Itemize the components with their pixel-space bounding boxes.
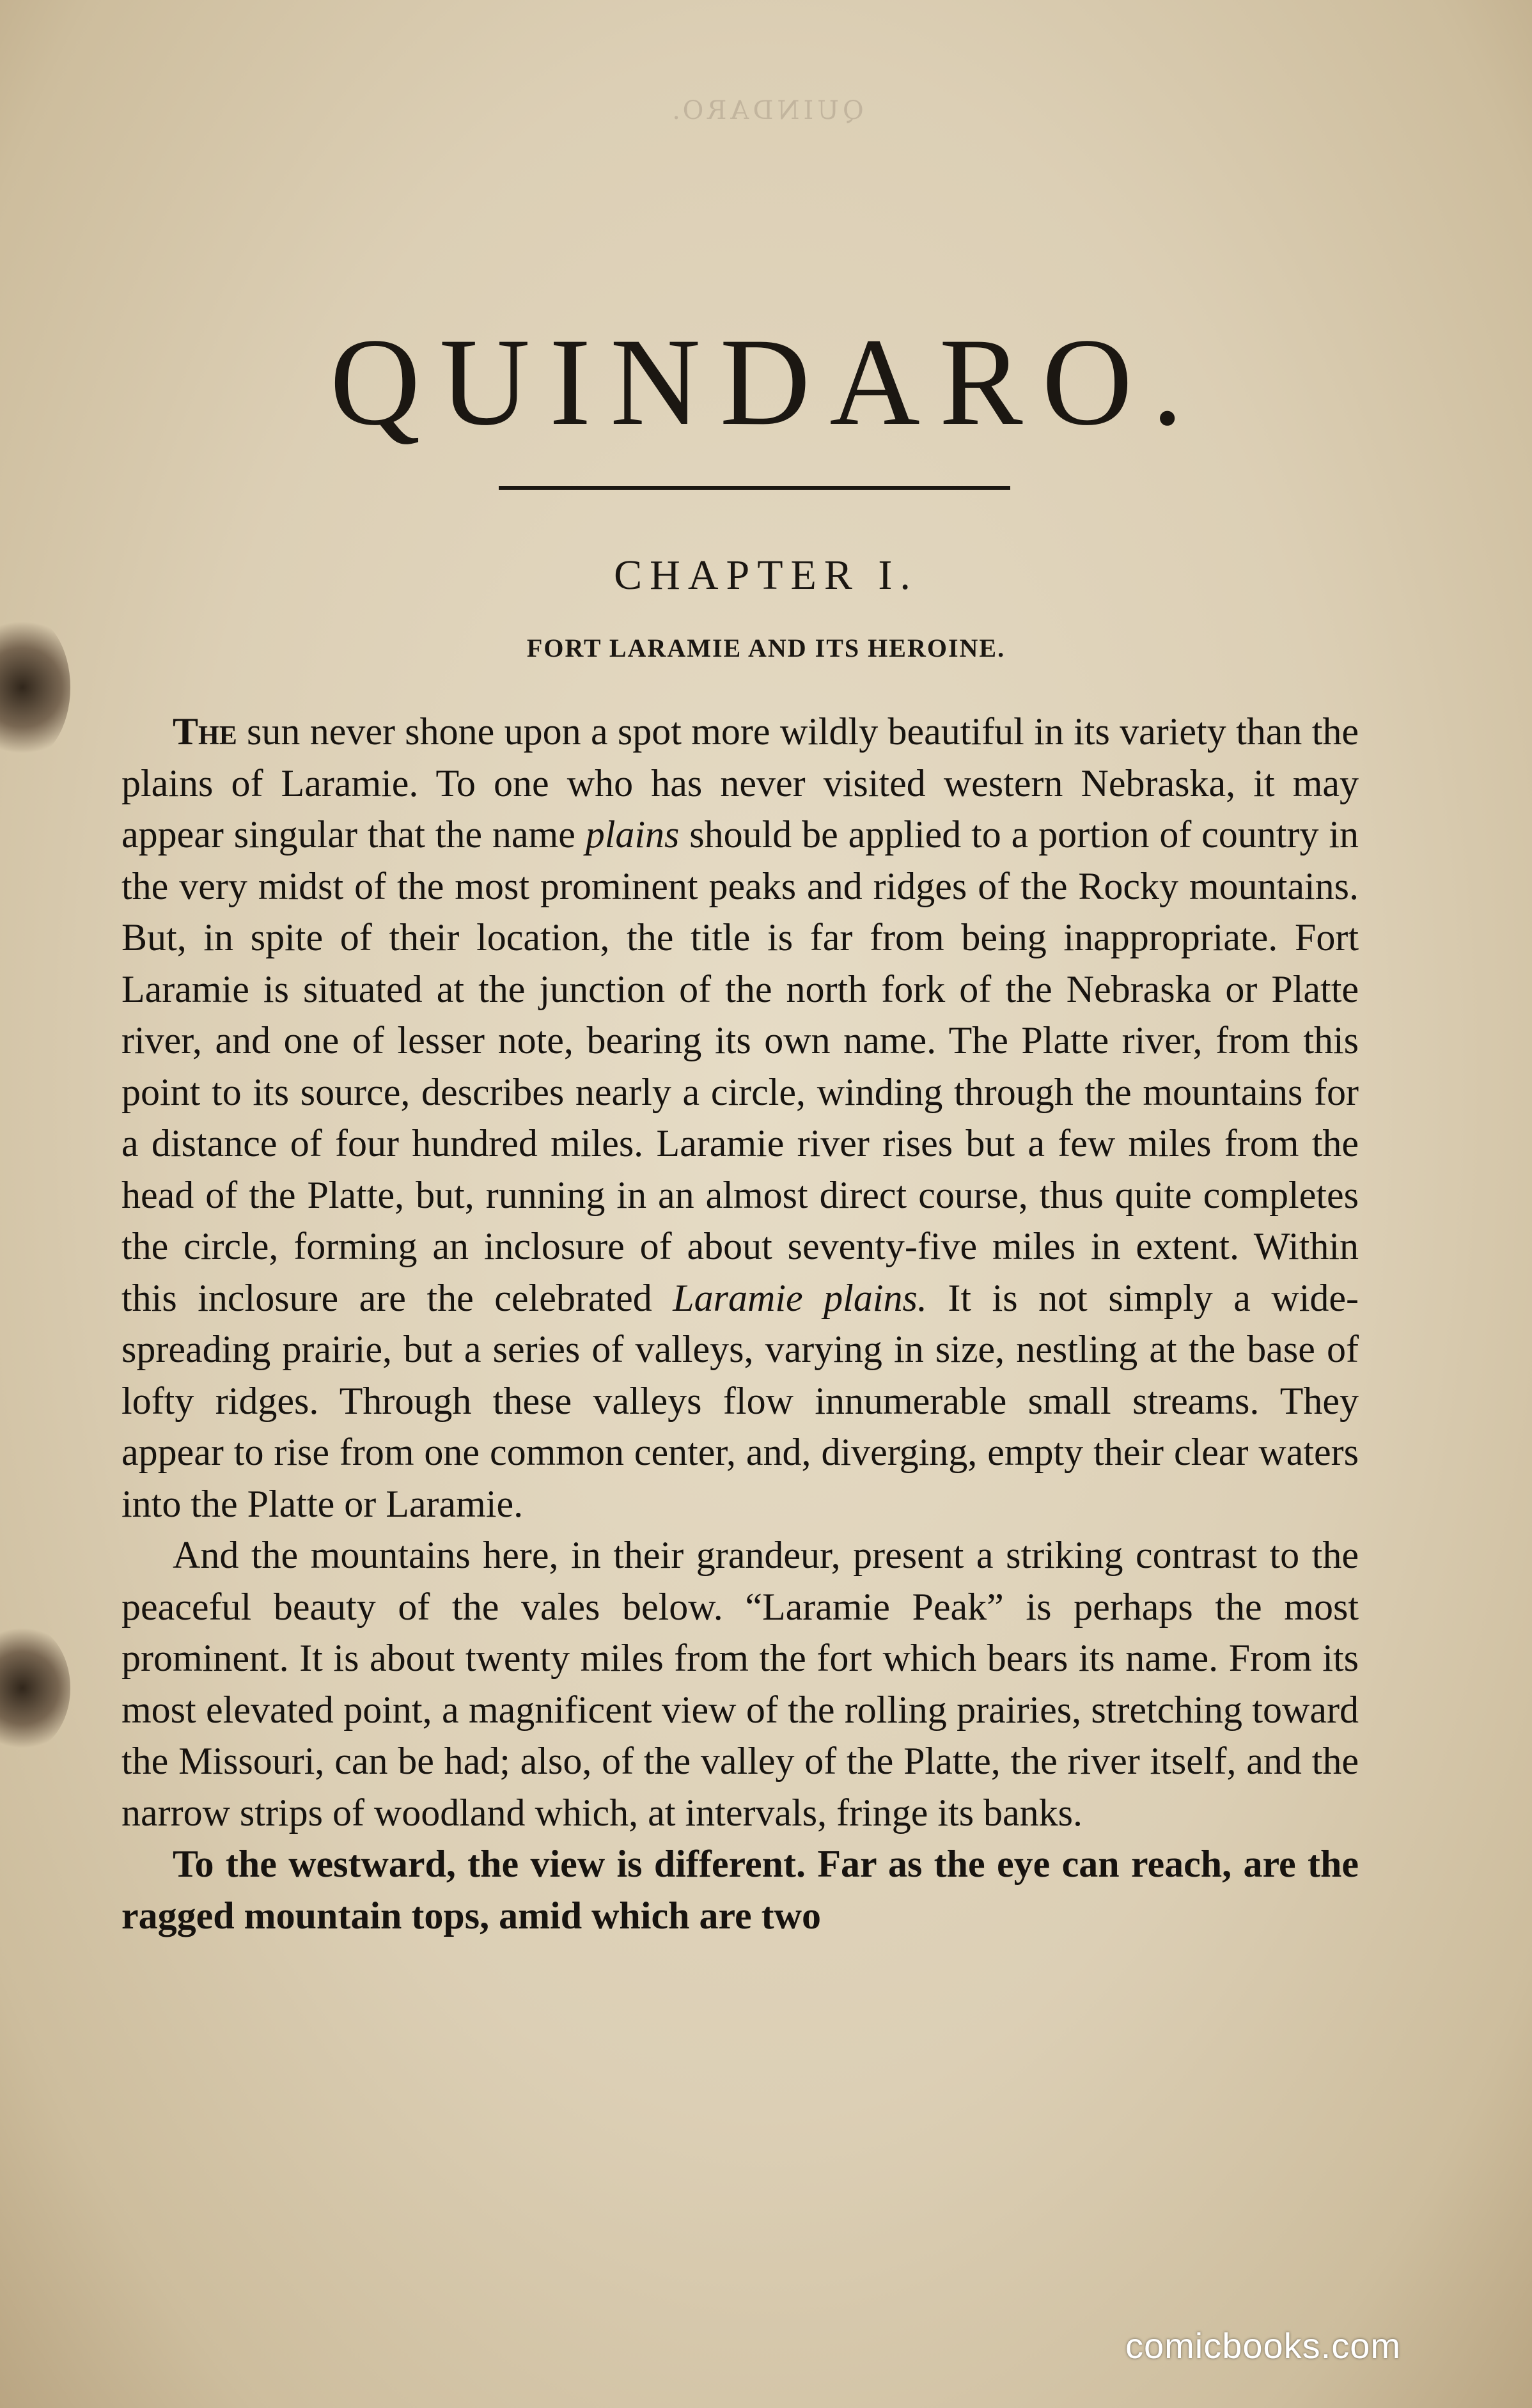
book-title: QUINDARO. — [329, 313, 1203, 451]
chapter-heading: CHAPTER I. — [614, 552, 918, 598]
paragraph-text: It is not simply a wide-spreading prairie, but a series of valleys, varying in size, nestling at the base of lofty ridges. Through these valleys flow innumerable small streams. They appear to rise from one common center, and, diverging, empty their clear waters into the Platte or Laramie. — [121, 1276, 1359, 1525]
paragraph-text: sun never shone upon a spot more wildly beautiful in its variety than the plains of Laramie. To one who has never visited western Nebraska, it may appear singular that the name — [121, 710, 1359, 856]
drop-word: The — [173, 710, 237, 753]
italic-term: plains — [585, 813, 680, 856]
body-text — [121, 706, 1359, 1941]
site-watermark: comicbooks.com — [1125, 2326, 1402, 2366]
italic-term: Laramie plains. — [673, 1276, 927, 1319]
paragraph-2: And the mountains here, in their grandeur, present a striking contrast to the peaceful beauty of the vales below. “Laramie Peak” is perhaps the most prominent. It is about twenty miles from the fort which bears its name. From its most elevated point, a magnificent view of the rolling prairies, stretching toward the Missouri, can be had; also, of the valley of the Platte, the river itself, and the narrow strips of woodland which, at intervals, fringe its banks. — [121, 1534, 1359, 1834]
page-stain — [0, 1624, 70, 1752]
chapter-subtitle: FORT LARAMIE AND ITS HEROINE. — [526, 634, 1006, 662]
bleed-through-header: QUINDARO. — [668, 96, 864, 125]
title-divider — [499, 486, 1010, 490]
paragraph-text: should be applied to a portion of country in the very midst of the most prominent peaks and ridges of the Rocky mountains. But, in spite of their location, the title is far from being inappropriate. Fort Laramie is situated at the junction of the north fork of the Nebraska or Platte river, and one of lesser note, bearing its own name. The Platte river, from this point to its source, describes nearly a circle, winding through the mountains for a distance of four hundred miles. Laramie river rises but a few miles from the head of the Platte, but, running in an almost direct course, thus quite completes the circle, forming an inclosure of about seventy-five miles in extent. Within this inclosure are the celebrated — [121, 813, 1359, 1319]
paragraph-1 — [121, 706, 1359, 1529]
paragraph-3: To the westward, the view is different. Far as the eye can reach, are the ragged mountain tops, amid which are two — [121, 1843, 1359, 1937]
